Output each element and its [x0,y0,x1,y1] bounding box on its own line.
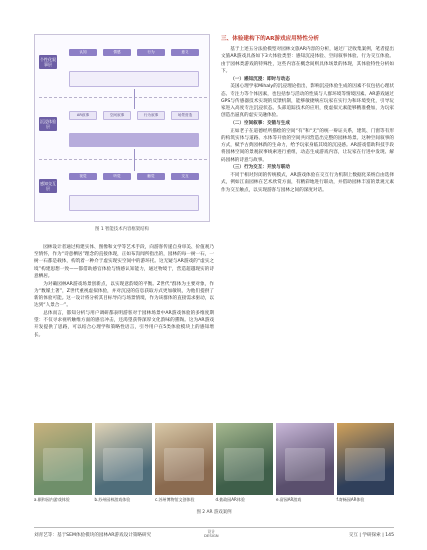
figure-1 [34,34,210,234]
subsection-title: （三）行为交互：开放与联动 [230,165,290,171]
case-photo [34,423,92,495]
diagram-node: 触觉 [137,173,165,180]
figure-1-caption: 图 1 智能技术内容框架结构 [95,227,149,232]
case-photo-caption: a.颐和园内游戏体验 [34,497,70,502]
diagram-node: 行为叙事 [137,111,165,120]
footer-divider [34,527,394,528]
photo-scene [285,448,325,480]
paragraph: 美国心理学家Mihaly的沉浸理论指出，影响沉浸体验生成的因素不仅包括心理状态、专注力等个体因素，也包括参与活动的性质与人群环境等情境因素。AR游戏通过GPS与传感器技术实现的反馈机制，能够敏捷响应玩家在实行为和环境变化，引导玩家进入高度专注沉浸状态。头部追踪技术的应用，使虚拟元素能够精准叠加，为玩家创造出逼真的虚实交融体验。 [221,84,394,119]
case-photo [216,423,274,495]
paragraph: 基于上述五分法验模型对园林文旅AR内容的分析，通过厂泛收集案例，笔者提出文旅AR游戏具备如下3大体验类型：感知沉浸体验、空间叙事体验、行为交互体验。由于园林类游戏的特殊性，这些内容在概念间则具体场景的体现，其体验特性分析如下。 [221,47,394,74]
diagram-node: 空间叙事 [103,111,131,120]
photo-scene [164,448,204,480]
paragraph: 总体而言，都知分析与用户调研都表明游客对于园林场景中AR游戏体验的多维度期望：不仅寻求视听触维方面的感官冲击，还渴望获得深厚文化韵味的熏陶。这为AR游戏开发提供了思路，可以结合心理学和策略性语言，引导用户在5类体验模块上的感知增长。 [34,311,214,338]
case-photo-caption: e.留园AR游戏 [276,497,302,502]
footer-article-title: 刘青艺等：基于SEM体验模块的园林AR游戏设计策略研究 [34,533,152,538]
diagram-node: 交互 [171,173,199,180]
section-title: 三、体验建构下的AR游戏应用特性分析 [221,36,320,42]
case-photo-caption: f.寄畅园AR体验 [336,497,365,502]
photo-scene [43,448,83,480]
diagram-node: 情感 [103,49,131,56]
arrow-connector [134,89,135,109]
diagram-node: 认知 [69,49,97,56]
case-photo [276,423,334,495]
diagram-node: 听觉 [103,173,131,180]
case-photo [95,423,153,495]
framework-diagram [34,34,210,222]
footer-page-info: 交互 | 学研探索 | 145 [348,533,394,538]
case-photo [337,423,395,495]
paragraph: 园林设计者通过构建实体、图像和文学等艺术手段，向游客传递自身审美、价值观乃至情怀，作为“诗意栖居”理念的直接体现，正如布沟闻所指出的，园林的每一树一石，一树一石都是载体，构筑着一种介于虚实现实空间中的游环托。这无疑与AR游戏的“虚实之境”构建思想一致——都借助感官体验与情感认知能力，通过物境于，营造超越现实的诗意栖居。 [34,245,214,279]
diagram-node: 行为 [137,49,165,56]
layer-label-narrative: 个性化叙事层 [40,57,56,67]
footer-journal-logo [204,530,219,539]
photo-scene [345,448,385,480]
diagram-node: AR叙事 [69,111,97,120]
layer-label-immersion: 沉浸体验层 [40,119,56,129]
page-footer [34,530,394,542]
paragraph: 正如老子在道德经所描绘的空间“有”和“无”的统一辩证关系，建筑、门窗等有形的构筑实体与道路、水体等开放的空间共同营造出完整的园林场景。这种空间叙事的方式，赋予古典园林新的生命力，给予玩家身临其境的沉浸感。AR游戏借助科技手段将园林空间的景观叙事线索进行重组，动态生成游戏内容，让玩家在行进中发现、解码园林的诗意与故事。 [221,128,394,163]
diagram-node: 意义 [171,49,199,56]
left-column [34,244,214,339]
diagram-panel [69,133,199,147]
diagram-node: 视觉 [69,173,97,180]
diagram-panel [69,195,199,211]
case-photo [155,423,213,495]
footer-journal-name-en: DESIGN [204,533,219,539]
subsection-title: （二）空间叙事：交错与生成 [230,121,290,127]
layer-divider [39,159,207,160]
layer-label-interaction: 感知交互层 [40,181,56,191]
diagram-panel [69,71,199,87]
photo-row [34,423,394,503]
arrow-connector [134,149,135,171]
figure-2-caption: 图 2 AR 游戏案例 [196,510,232,515]
case-photo-caption: d.拙政园AR体验 [215,497,245,502]
diagram-node: 场景营造 [171,111,199,120]
layer-divider [39,97,207,98]
case-photo-caption: b.苏州园林游戏体验 [94,497,131,502]
footer-journal-name: 设计 [207,529,216,534]
photo-scene [103,448,143,480]
paragraph: 不同于相对封闭的传统模式，AR游戏体验在交互行为机制上数据化采纳自由选择式，例如江南园林在艺术欣赏方面，有精彩地进行联动，并借助园林丰富的景观元素作为交互触点，以实现游客与园林之间的深度对话。 [221,173,394,193]
figure-2 [34,423,394,520]
paragraph: 为对确园林AR游戏场景创新点，以实现意韵境的平衡。Z世代“群体为主要对象，作为“数媒土著”，Z世代重视虚拟体验，并对沉浸的信息获取方式更加敏锐，为他们提供了新的体验可能。这一设计将分析其目标导向与场景情境，作为该群体的直接需求驱动，以达到“人景合一”。 [34,281,214,309]
case-photo-caption: c.苏州博物馆文创体验 [155,497,195,502]
photo-scene [224,448,264,480]
right-column [221,36,394,194]
subsection-title: （一）感知沉浸：即时与动态 [230,76,290,82]
